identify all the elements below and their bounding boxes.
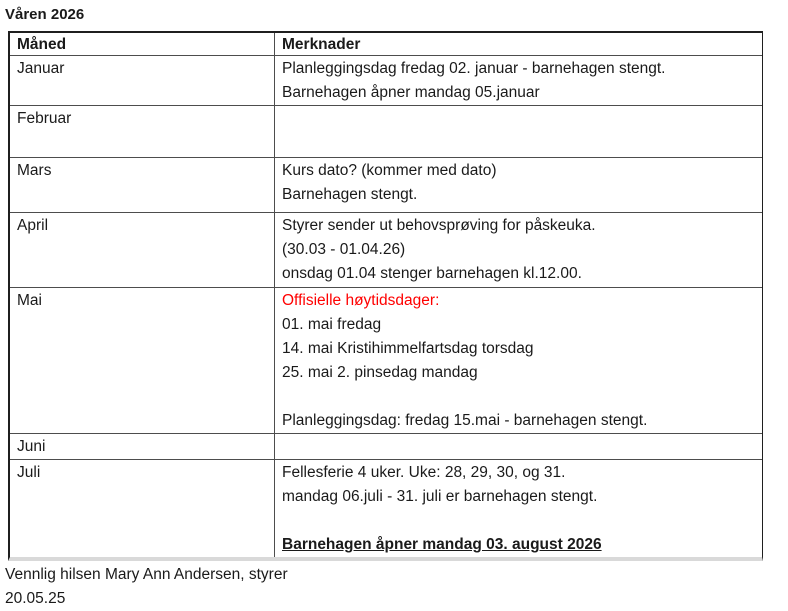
note-line: Styrer sender ut behovsprøving for påskeuka. <box>282 217 596 234</box>
table-row <box>10 288 762 434</box>
month-cell: Februar <box>10 106 275 158</box>
note-line: 01. mai fredag <box>282 316 382 333</box>
calendar-table-wrapper <box>8 31 763 561</box>
table-row <box>10 434 762 460</box>
month-cell: Juni <box>10 434 275 460</box>
note-line: Offisielle høytidsdager: <box>282 292 440 309</box>
note-line: Kurs dato? (kommer med dato) <box>282 162 497 179</box>
note-line: (30.03 - 01.04.26) <box>282 241 406 258</box>
notes-cell <box>275 460 763 558</box>
table-row <box>10 213 762 288</box>
notes-cell <box>275 434 763 460</box>
note-line: mandag 06.juli - 31. juli er barnehagen stengt. <box>282 488 598 505</box>
calendar-table <box>10 33 762 557</box>
date-line: 20.05.25 <box>5 590 66 607</box>
closing-block <box>5 563 788 611</box>
month-cell: April <box>10 213 275 288</box>
note-line: 14. mai Kristihimmelfartsdag torsdag <box>282 340 534 357</box>
notes-cell <box>275 288 763 434</box>
month-cell: Januar <box>10 56 275 106</box>
table-row <box>10 158 762 213</box>
note-line: onsdag 01.04 stenger barnehagen kl.12.00. <box>282 265 582 282</box>
notes-cell <box>275 106 763 158</box>
signature-line: Vennlig hilsen Mary Ann Andersen, styrer <box>5 566 288 583</box>
notes-cell <box>275 213 763 288</box>
note-line: Planleggingsdag fredag 02. januar - barnehagen stengt. <box>282 60 666 77</box>
note-line: 25. mai 2. pinsedag mandag <box>282 364 478 381</box>
column-header-merknader: Merknader <box>275 33 763 56</box>
note-line: Fellesferie 4 uker. Uke: 28, 29, 30, og 31. <box>282 464 566 481</box>
table-row <box>10 56 762 106</box>
page-title: Våren 2026 <box>5 6 85 23</box>
month-cell: Juli <box>10 460 275 558</box>
note-line: Planleggingsdag: fredag 15.mai - barnehagen stengt. <box>282 412 648 429</box>
note-line <box>282 385 754 409</box>
month-cell: Mai <box>10 288 275 434</box>
table-row <box>10 460 762 558</box>
note-line: Barnehagen åpner mandag 05.januar <box>282 84 540 101</box>
month-cell: Mars <box>10 158 275 213</box>
column-header-maned: Måned <box>10 33 275 56</box>
note-line: Barnehagen åpner mandag 03. august 2026 <box>282 536 602 553</box>
table-row <box>10 106 762 158</box>
notes-cell <box>275 56 763 106</box>
note-line: Barnehagen stengt. <box>282 186 418 203</box>
table-header-row <box>10 33 762 56</box>
note-line <box>282 509 754 533</box>
notes-cell <box>275 158 763 213</box>
